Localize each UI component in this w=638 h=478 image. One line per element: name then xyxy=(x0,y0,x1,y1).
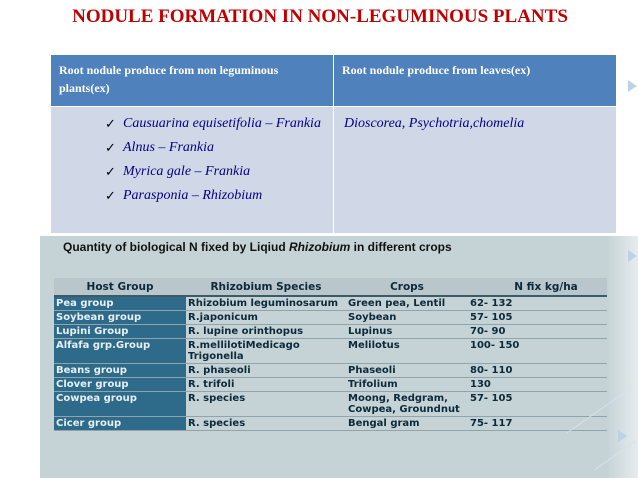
triangle-icon xyxy=(628,250,637,262)
checkmark-icon: ✓ xyxy=(105,116,116,131)
crops-cell: Moong, Redgram, Cowpea, Groundnut xyxy=(346,392,468,417)
crops-cell: Bengal gram xyxy=(346,417,468,431)
table-row xyxy=(54,417,624,431)
nfix-cell: 57- 105 xyxy=(468,392,624,417)
header-leaves: Root nodule produce from leaves(ex) xyxy=(334,55,617,107)
list-item xyxy=(105,115,325,133)
table-row xyxy=(54,325,624,339)
list-item xyxy=(105,187,325,205)
crops-cell: Trifolium xyxy=(346,378,468,392)
species-cell: R. phaseoli xyxy=(186,364,346,378)
list-item-text: Myrica gale – Frankia xyxy=(123,164,251,179)
checkmark-icon: ✓ xyxy=(105,164,116,179)
slide-title: NODULE FORMATION IN NON-LEGUMINOUS PLANTS xyxy=(72,6,568,27)
header-non-leguminous: Root nodule produce from non leguminous plants(ex) xyxy=(51,55,334,107)
species-cell: R. species xyxy=(186,417,346,431)
species-cell: R.mellilotiMedicago Trigonella xyxy=(186,339,346,364)
crops-cell: Green pea, Lentil xyxy=(346,296,468,311)
list-item xyxy=(105,139,325,157)
nfix-cell: 62- 132 xyxy=(468,296,624,311)
column-header-species: Rhizobium Species xyxy=(186,278,346,296)
triangle-icon xyxy=(618,430,627,442)
checkmark-icon: ✓ xyxy=(105,188,116,203)
species-cell: R.japonicum xyxy=(186,311,346,325)
non-leguminous-examples-cell xyxy=(51,107,334,234)
host-cell: Pea group xyxy=(54,296,186,311)
leaves-examples-cell xyxy=(334,107,617,234)
table-row xyxy=(54,378,624,392)
crops-cell: Lupinus xyxy=(346,325,468,339)
table-header-row xyxy=(51,55,617,107)
list-item-text: Parasponia – Rhizobium xyxy=(123,188,263,203)
species-cell: R. trifoli xyxy=(186,378,346,392)
crops-cell: Melilotus xyxy=(346,339,468,364)
nfix-cell: 130 xyxy=(468,378,624,392)
list-item xyxy=(105,163,325,181)
host-cell: Beans group xyxy=(54,364,186,378)
table-row xyxy=(54,296,624,311)
crop-nitrogen-image xyxy=(40,236,638,478)
column-header-crops: Crops xyxy=(346,278,468,296)
host-cell: Cowpea group xyxy=(54,392,186,417)
host-cell: Cicer group xyxy=(54,417,186,431)
host-cell: Soybean group xyxy=(54,311,186,325)
species-cell: R. species xyxy=(186,392,346,417)
triangle-icon xyxy=(628,80,637,92)
crop-table-header xyxy=(54,278,624,296)
crop-section-title: Quantity of biological N fixed by Liqiud Rhizobium in different crops xyxy=(63,240,452,254)
table-row xyxy=(54,339,624,364)
species-list xyxy=(59,115,325,205)
nfix-cell: 57- 105 xyxy=(468,311,624,325)
species-cell: Rhizobium leguminosarum xyxy=(186,296,346,311)
table-body-row xyxy=(51,107,617,234)
checkmark-icon: ✓ xyxy=(105,140,116,155)
list-item-text: Alnus – Frankia xyxy=(123,140,214,155)
crops-cell: Phaseoli xyxy=(346,364,468,378)
table-row xyxy=(54,392,624,417)
nfix-cell: 70- 90 xyxy=(468,325,624,339)
column-header-nfix: N fix kg/ha xyxy=(468,278,624,296)
host-cell: Alfafa grp.Group xyxy=(54,339,186,364)
nfix-cell: 100- 150 xyxy=(468,339,624,364)
leaves-examples-text: Dioscorea, Psychotria,chomelia xyxy=(344,116,525,131)
crops-cell: Soybean xyxy=(346,311,468,325)
list-item-text: Causuarina equisetifolia – Frankia xyxy=(123,116,321,131)
host-cell: Lupini Group xyxy=(54,325,186,339)
table-row xyxy=(54,364,624,378)
species-cell: R. lupine orinthopus xyxy=(186,325,346,339)
crop-table xyxy=(54,278,624,431)
host-cell: Clover group xyxy=(54,378,186,392)
nfix-cell: 75- 117 xyxy=(468,417,624,431)
column-header-host: Host Group xyxy=(54,278,186,296)
nfix-cell: 80- 110 xyxy=(468,364,624,378)
table-row xyxy=(54,311,624,325)
nodule-table xyxy=(50,54,617,234)
